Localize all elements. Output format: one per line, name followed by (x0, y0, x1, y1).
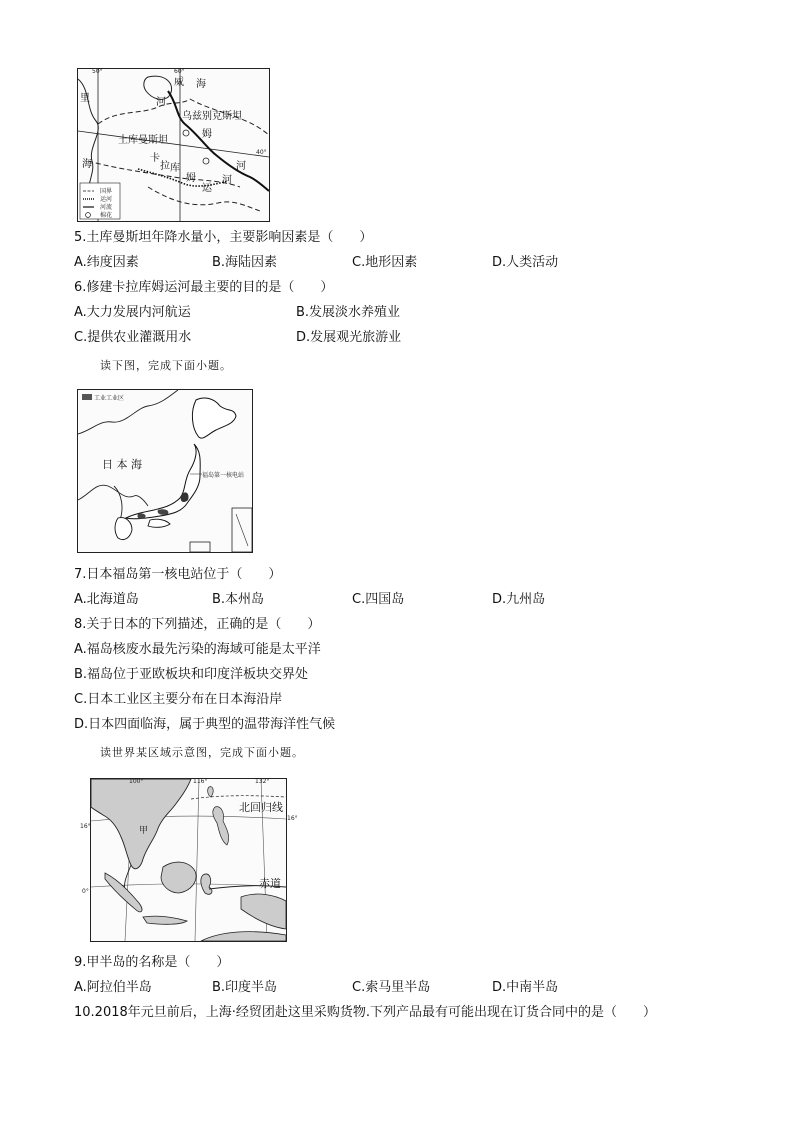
question-8-option-a[interactable]: A.福岛核废水最先污染的海域可能是太平洋 (74, 642, 321, 657)
label-yun: 运 (202, 183, 212, 194)
legend-river: 河流 (100, 204, 113, 211)
lat-label-40: 40° (256, 149, 267, 156)
question-9-option-b[interactable]: B.印度半岛 (212, 980, 278, 995)
question-7-option-c[interactable]: C.四国岛 (352, 592, 405, 607)
question-8-stem: 8.关于日本的下列描述，正确的是（ ） (74, 617, 321, 632)
label-mu: 姆 (202, 129, 212, 140)
question-9-stem: 9.甲半岛的名称是（ ） (74, 955, 230, 970)
question-7-option-b[interactable]: B.本州岛 (212, 592, 265, 607)
label-he3: 河 (222, 175, 232, 186)
question-5-option-b[interactable]: B.海陆因素 (212, 255, 278, 270)
sea-of-japan-label: 日 本 海 (102, 458, 142, 471)
label-turkmenistan: 土库曼斯坦 (118, 135, 168, 146)
question-9-option-d[interactable]: D.中南半岛 (492, 980, 559, 995)
question-6-option-d[interactable]: D.发展观光旅游业 (296, 330, 402, 345)
legend-canal: 运河 (100, 196, 113, 203)
japan-map (77, 389, 253, 553)
label-la: 拉 (160, 161, 170, 172)
tropic-of-cancer-label: 北回归线 (239, 801, 283, 814)
question-10-stem: 10.2018年元旦前后，上海·经贸团赴这里采购货物.下列产品最有可能出现在订货合同中的是（ ） (74, 1005, 657, 1020)
label-hai-top: 海 (196, 79, 206, 90)
lon-label-132: 132° (255, 778, 270, 785)
intro-text-2: 读世界某区域示意图，完成下面小题。 (100, 746, 304, 759)
legend-cotton: 棉花 (100, 212, 113, 219)
label-ka: 卡 (150, 153, 160, 164)
lon-label-60: 60° (174, 68, 185, 75)
intro-text-1: 读下图，完成下面小题。 (100, 359, 232, 372)
question-5-option-d[interactable]: D.人类活动 (492, 255, 559, 270)
question-9-option-a[interactable]: A.阿拉伯半岛 (74, 980, 152, 995)
question-8-option-c[interactable]: C.日本工业区主要分布在日本海沿岸 (74, 692, 283, 707)
question-6-option-c[interactable]: C.提供农业灌溉用水 (74, 330, 192, 345)
lon-label-100: 100° (129, 778, 144, 785)
equator-label: 赤道 (259, 877, 281, 890)
question-5-option-a[interactable]: A.纬度因素 (74, 255, 139, 270)
label-wei: 威 (174, 77, 184, 88)
question-6-stem: 6.修建卡拉库姆运河最主要的目的是（ ） (74, 280, 334, 295)
lat-label-16-left: 16° (80, 823, 91, 830)
question-5-stem: 5.土库曼斯坦年降水量小，主要影响因素是（ ） (74, 230, 373, 245)
question-8-option-d[interactable]: D.日本四面临海，属于典型的温带海洋性气候 (74, 717, 336, 732)
southeast-asia-map (90, 778, 287, 942)
label-li: 里 (80, 93, 90, 104)
question-7-option-a[interactable]: A.北海道岛 (74, 592, 139, 607)
question-5-option-c[interactable]: C.地形因素 (352, 255, 418, 270)
question-9-option-c[interactable]: C.索马里半岛 (352, 980, 431, 995)
industrial-zone-legend-label: 工业工业区 (94, 395, 125, 402)
question-7-option-d[interactable]: D.九州岛 (492, 592, 546, 607)
label-uzbekistan: 乌兹别克斯坦 (182, 111, 242, 122)
central-asia-map (77, 68, 270, 222)
lat-label-0-left: 0° (82, 888, 89, 895)
label-ku: 库 (170, 163, 180, 174)
label-he2: 河 (236, 161, 246, 172)
lon-label-50: 50° (92, 68, 103, 75)
lon-label-116: 116° (193, 778, 208, 785)
question-8-option-b[interactable]: B.福岛位于亚欧板块和印度洋板块交界处 (74, 667, 309, 682)
fukushima-plant-label: 福岛第一核电站 (202, 472, 245, 479)
lat-label-16-right: 16° (287, 815, 298, 822)
question-6-option-a[interactable]: A.大力发展内河航运 (74, 305, 191, 320)
question-6-option-b[interactable]: B.发展淡水养殖业 (296, 305, 401, 320)
label-mu2: 姆 (186, 173, 196, 184)
label-hai-left: 海 (82, 159, 92, 170)
peninsula-jia-label: 甲 (139, 826, 149, 836)
question-7-stem: 7.日本福岛第一核电站位于（ ） (74, 567, 282, 582)
label-he: 河 (156, 97, 166, 108)
legend-border: 国界 (100, 188, 113, 195)
